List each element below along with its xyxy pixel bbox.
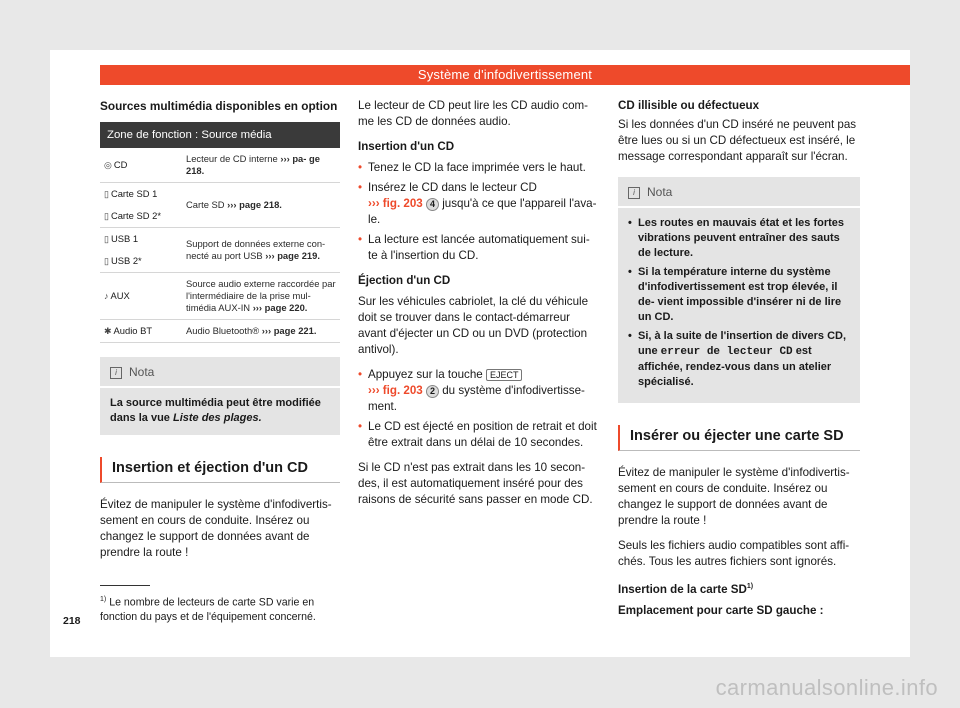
note-divider [618,206,860,208]
zone-cell: Carte SD 2* [110,210,161,221]
note-box [618,177,860,403]
table-header: Zone de fonction : Source média [100,122,340,148]
source-cell: Support de données externe con- necté au port USB [186,238,326,261]
insert-sd-text: Insertion de la carte SD [618,582,747,596]
list-item [358,180,601,228]
callout-number: 2 [426,385,439,398]
list-item [358,232,601,264]
insert-cd-heading: Insertion d'un CD [358,140,455,153]
cd-icon: ◎ [104,160,112,170]
source-cell: Lecteur de CD interne [186,153,281,164]
figure-link[interactable]: ››› fig. 203 [368,197,423,210]
bullet-text: Tenez le CD la face imprimée vers le haut. [368,161,586,174]
eject-key: EJECT [486,369,523,381]
list-item [358,160,601,176]
note-divider [100,386,340,388]
bullet-text: Appuyez sur la touche [368,368,486,381]
figure-link[interactable]: ››› fig. 203 [368,384,423,397]
defective-cd-heading: CD illisible ou défectueux [618,99,760,112]
list-item [628,329,850,390]
info-icon: i [628,187,640,199]
zone-cell: USB 2* [110,255,142,266]
ref-arrows: ››› [227,199,237,210]
eject-paragraph: Sur les véhicules cabriolet, la clé du véhicule doit se trouver dans le contact-démarreur avant d'éjecter un CD ou un DVD (protection antivol). [358,295,589,356]
bullet-text: Les routes en mauvais état et les fortes vibrations peuvent entraîner des sauts de lecture. [638,216,845,259]
ref-arrows: ››› [265,250,275,261]
footnote-ref: 1) [746,582,754,590]
page-ref-link[interactable]: page 219. [277,250,320,261]
source-cell: Carte SD [186,199,228,210]
ref-arrows: ››› [280,153,290,164]
bullet-text: est affichée, rendez-vous dans un atelier spécialisé. [638,344,832,388]
list-item [628,265,850,325]
table-row [100,320,340,343]
defective-cd-paragraph: Si les données d'un CD inséré ne peuvent pas être lues ou si un CD défectueux est inséré, le message correspondant apparaît sur l'écran. [618,118,857,163]
bullet-text: Si, à la suite de l'insertion de divers CD, une [638,329,847,357]
zone-cell: Audio BT [113,325,153,336]
intro-paragraph: Le lecteur de CD peut lire les CD audio com- me les CD de données audio. [358,99,589,128]
insert-sd-heading [618,579,860,598]
bullet-text: Insérez le CD dans le lecteur CD [368,181,537,194]
column-right [618,98,860,628]
callout-number: 4 [426,198,439,211]
column-middle [358,98,601,517]
note-italic-text: Liste des plages. [172,411,262,424]
closing-paragraph: Si le CD n'est pas extrait dans les 10 secon- des, il est automatiquement inséré pour des raisons de sécurité sans passer en mode CD. [358,461,593,506]
bullet-text: Le CD est éjecté en position de retrait et doit être extrait dans un délai de 10 secondes. [368,420,597,449]
section-title-sd: Insérer ou éjecter une carte SD [618,425,860,451]
sd-card-icon: ▯ [104,211,109,221]
list-item [358,367,601,415]
page-ref-link[interactable]: page 218. [239,199,282,210]
watermark: carmanualsonline.info [715,675,938,700]
zone-cell: Carte SD 1 [110,188,158,199]
column-left [100,98,340,570]
note-text: La source multimédia peut être modifiée dans la vue [110,396,321,424]
section-title-cd: Insertion et éjection d'un CD [100,457,340,483]
note-box [100,357,340,435]
bullet-text: La lecture est lancée automatiquement sui- te à l'insertion du CD. [368,233,590,262]
table-row [100,183,340,206]
footnote-marker: 1) [100,596,107,603]
footnote-rule [100,585,150,586]
bluetooth-icon: ✱ [104,326,112,336]
info-icon: i [110,367,122,379]
bullet-text: jusqu'à ce que l'appareil l'ava- le. [368,197,597,226]
left-slot-heading: Emplacement pour carte SD gauche : [618,604,824,618]
note-label: Nota [129,365,155,379]
chapter-header: Système d'infodivertissement [100,65,910,85]
zone-cell: AUX [110,290,130,301]
footnote-text: Le nombre de lecteurs de carte SD varie en fonction du pays et de l'équipement concerné. [100,596,316,623]
source-cell: Source audio externe raccordée par l'intermédiaire de la prise mul- timédia AUX-IN [186,278,336,313]
table-row [100,273,340,320]
bullet-text: Si la température interne du système d'infodivertissement est trop élevée, il de- vient impossible d'insérer ni de lire un CD. [638,265,842,323]
zone-cell: USB 1 [110,233,139,244]
usb-icon: ▯ [104,234,109,244]
aux-icon: ♪ [104,291,109,301]
usb-icon: ▯ [104,256,109,266]
bullet-text: du système d'infodivertisse- ment. [368,384,585,413]
page-ref-link[interactable]: page 220. [264,302,308,313]
manual-page [50,50,910,657]
ref-arrows: ››› [261,325,272,336]
table-row [100,228,340,251]
source-cell: Audio Bluetooth® [186,325,262,336]
eject-cd-heading: Éjection d'un CD [358,274,451,287]
sd-warning-paragraph: Évitez de manipuler le système d'infodivertis- sement en cours de conduite. Insérez ou changez le support de données avant de prendre la route ! [618,465,850,527]
page-ref-link[interactable]: page 221. [273,325,317,336]
error-message: erreur de lecteur CD [660,345,793,358]
footnote [100,593,340,624]
media-sources-heading: Sources multimédia disponibles en option [100,99,338,113]
page-number: 218 [63,615,81,627]
warning-paragraph: Évitez de manipuler le système d'infodivertis- sement en cours de conduite. Insérez ou changez le support de données avant de prendre la route ! [100,497,332,559]
media-sources-table [100,122,340,343]
ref-arrows: ››› [252,302,263,313]
sd-card-icon: ▯ [104,189,109,199]
note-label: Nota [647,185,673,199]
list-item [358,419,601,451]
list-item [628,216,850,261]
page-ref-link[interactable]: pa- ge 218. [186,153,320,176]
zone-cell: CD [113,159,128,170]
table-row [100,148,340,183]
sd-files-paragraph: Seuls les fichiers audio compatibles sont affi- chés. Tous les autres fichiers sont ignorés. [618,538,850,568]
